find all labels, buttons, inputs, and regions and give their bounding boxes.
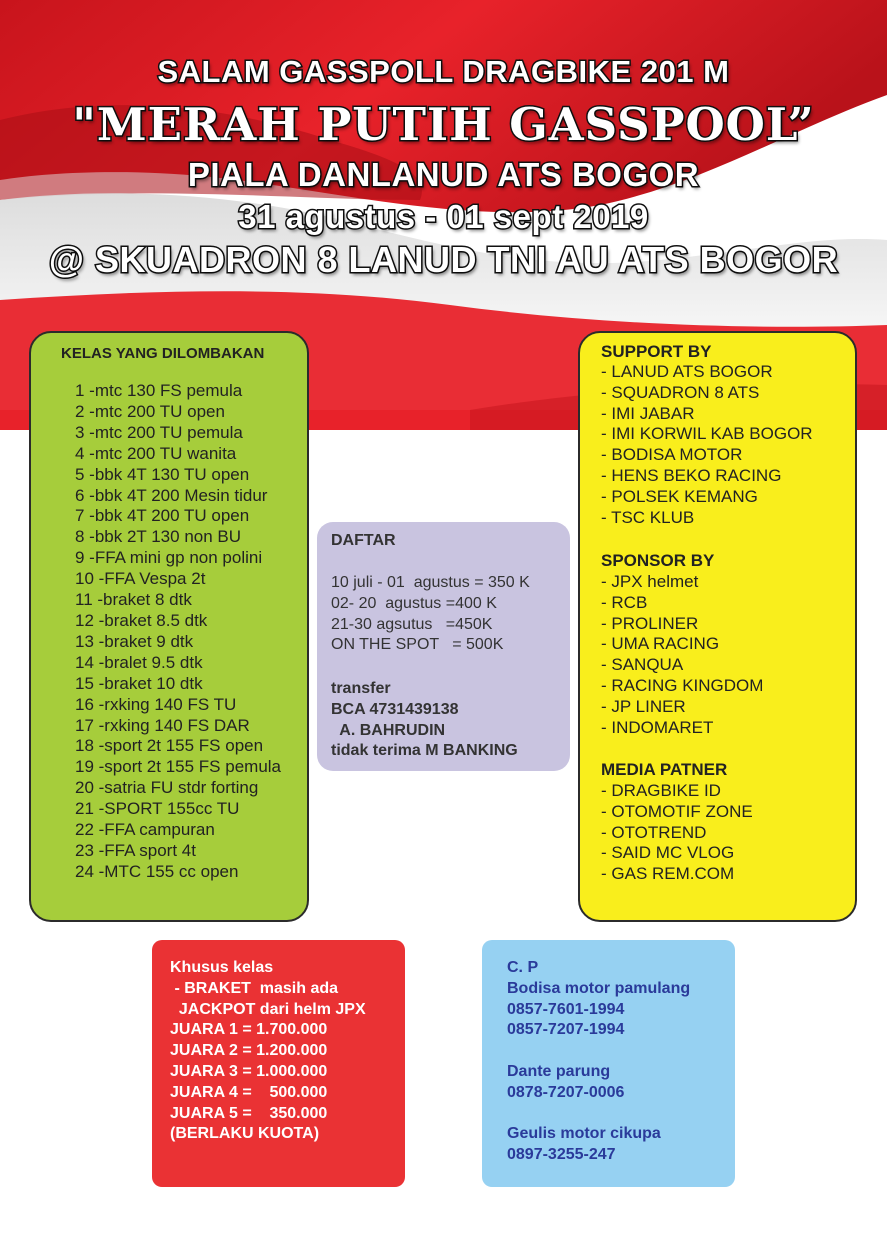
class-item: 7 -bbk 4T 200 TU open xyxy=(75,506,250,526)
media-partner-item: - OTOMOTIF ZONE xyxy=(601,801,753,821)
support-item: - BODISA MOTOR xyxy=(601,445,743,465)
jackpot-line: JUARA 2 = 1.200.000 xyxy=(170,1042,328,1060)
class-item: 16 -rxking 140 FS TU xyxy=(75,694,237,714)
class-item: 12 -braket 8.5 dtk xyxy=(75,610,208,630)
price-item: 10 juli - 01 agustus = 350 K xyxy=(331,574,530,591)
jackpot-line: Khusus kelas xyxy=(170,959,274,976)
class-item: 17 -rxking 140 FS DAR xyxy=(75,715,250,735)
classes-list xyxy=(75,381,281,883)
class-item: 2 -mtc 200 TU open xyxy=(75,401,225,421)
header-trophy-line: PIALA DANLANUD ATS BOGOR xyxy=(187,156,700,193)
jackpot-lines xyxy=(170,958,366,1145)
header-event-name: "MERAH PUTIH GASSPOOL” xyxy=(72,98,815,151)
sponsor-item: - RCB xyxy=(601,592,648,612)
support-list xyxy=(601,362,813,528)
sponsor-item: - PROLINER xyxy=(601,613,699,633)
registration-title: DAFTAR xyxy=(331,532,396,549)
class-item: 22 -FFA campuran xyxy=(75,820,215,840)
media-partner-item: - DRAGBIKE ID xyxy=(601,781,721,800)
contact-line xyxy=(507,1104,690,1125)
contact-line: Bodisa motor pamulang xyxy=(507,979,691,997)
contact-line: 0897-3255-247 xyxy=(507,1146,616,1164)
media-partner-item: - OTOTREND xyxy=(601,822,707,842)
contact-line: 0878-7207-0006 xyxy=(507,1083,625,1101)
contact-line: C. P xyxy=(507,959,539,976)
class-item: 24 -MTC 155 cc open xyxy=(75,861,239,881)
media-partner-title: MEDIA PATNER xyxy=(601,760,728,779)
support-item: - IMI KORWIL KAB BOGOR xyxy=(601,424,813,444)
class-item: 13 -braket 9 dtk xyxy=(75,631,194,651)
class-item: 9 -FFA mini gp non polini xyxy=(75,548,263,568)
support-item: - LANUD ATS BOGOR xyxy=(601,362,773,381)
class-item: 18 -sport 2t 155 FS open xyxy=(75,736,264,756)
price-item: 02- 20 agustus =400 K xyxy=(331,594,497,612)
registration-price-list xyxy=(331,573,530,656)
sponsor-item: - SANQUA xyxy=(601,655,684,675)
sponsor-item: - INDOMARET xyxy=(601,717,714,737)
class-item: 4 -mtc 200 TU wanita xyxy=(75,443,237,463)
jackpot-line: JUARA 1 = 1.700.000 xyxy=(170,1021,328,1039)
support-item: - POLSEK KEMANG xyxy=(601,486,758,506)
jackpot-line: JUARA 4 = 500.000 xyxy=(170,1083,328,1101)
contact-line: 0857-7207-1994 xyxy=(507,1021,625,1039)
contact-line: 0857-7601-1994 xyxy=(507,1000,625,1018)
support-item: - IMI JABAR xyxy=(601,403,695,423)
media-partner-list xyxy=(601,781,753,885)
class-item: 23 -FFA sport 4t xyxy=(75,840,196,860)
sponsor-item: - JPX helmet xyxy=(601,572,699,591)
classes-panel xyxy=(29,331,309,922)
class-item: 20 -satria FU stdr forting xyxy=(75,778,259,798)
header-venue-line: @ SKUADRON 8 LANUD TNI AU ATS BOGOR xyxy=(48,239,839,280)
price-item: ON THE SPOT = 500K xyxy=(331,636,504,654)
class-item: 15 -braket 10 dtk xyxy=(75,673,203,693)
sponsor-item: - JP LINER xyxy=(601,696,686,716)
jackpot-line: (BERLAKU KUOTA) xyxy=(170,1125,320,1143)
class-item: 6 -bbk 4T 200 Mesin tidur xyxy=(75,485,268,505)
sponsor-item: - UMA RACING xyxy=(601,634,720,654)
contact-lines xyxy=(507,958,690,1166)
supporters-panel xyxy=(578,331,857,922)
class-item: 11 -braket 8 dtk xyxy=(75,590,192,610)
price-item: 21-30 agsutus =450K xyxy=(331,615,493,633)
registration-panel xyxy=(317,522,570,771)
classes-title: KELAS YANG DILOMBAKAN xyxy=(61,345,265,362)
class-item: 3 -mtc 200 TU pemula xyxy=(75,422,243,442)
support-item: - TSC KLUB xyxy=(601,507,695,527)
contact-panel xyxy=(482,940,735,1187)
class-item: 14 -bralet 9.5 dtk xyxy=(75,652,203,672)
sponsor-title: SPONSOR BY xyxy=(601,551,715,570)
class-item: 1 -mtc 130 FS pemula xyxy=(75,381,243,400)
support-item: - HENS BEKO RACING xyxy=(601,465,782,485)
contact-line: Dante parung xyxy=(507,1062,611,1080)
support-title: SUPPORT BY xyxy=(601,342,712,361)
transfer-line: transfer xyxy=(331,680,391,697)
jackpot-line: JUARA 3 = 1.000.000 xyxy=(170,1062,328,1080)
contact-line: Geulis motor cikupa xyxy=(507,1125,661,1143)
transfer-line: BCA 4731439138 xyxy=(331,700,459,718)
class-item: 19 -sport 2t 155 FS pemula xyxy=(75,757,282,777)
class-item: 10 -FFA Vespa 2t xyxy=(75,569,206,589)
sponsor-list xyxy=(601,572,763,738)
transfer-line: A. BAHRUDIN xyxy=(331,721,446,739)
media-partner-item: - GAS REM.COM xyxy=(601,864,735,884)
header-date-line: 31 agustus - 01 sept 2019 xyxy=(238,198,649,235)
class-item: 8 -bbk 2T 130 non BU xyxy=(75,527,242,547)
jackpot-line: JUARA 5 = 350.000 xyxy=(170,1104,328,1122)
jackpot-panel xyxy=(152,940,405,1187)
contact-line xyxy=(507,1041,690,1062)
transfer-line: tidak terima M BANKING xyxy=(331,742,518,760)
registration-transfer-info xyxy=(331,679,518,762)
class-item: 5 -bbk 4T 130 TU open xyxy=(75,464,250,484)
support-item: - SQUADRON 8 ATS xyxy=(601,382,760,402)
jackpot-line: - BRAKET masih ada xyxy=(170,979,339,997)
jackpot-line: JACKPOT dari helm JPX xyxy=(170,1000,366,1018)
header-title-line: SALAM GASSPOLL DRAGBIKE 201 M xyxy=(157,54,730,89)
sponsor-item: - RACING KINGDOM xyxy=(601,675,764,695)
media-partner-item: - SAID MC VLOG xyxy=(601,843,735,863)
class-item: 21 -SPORT 155cc TU xyxy=(75,799,240,819)
